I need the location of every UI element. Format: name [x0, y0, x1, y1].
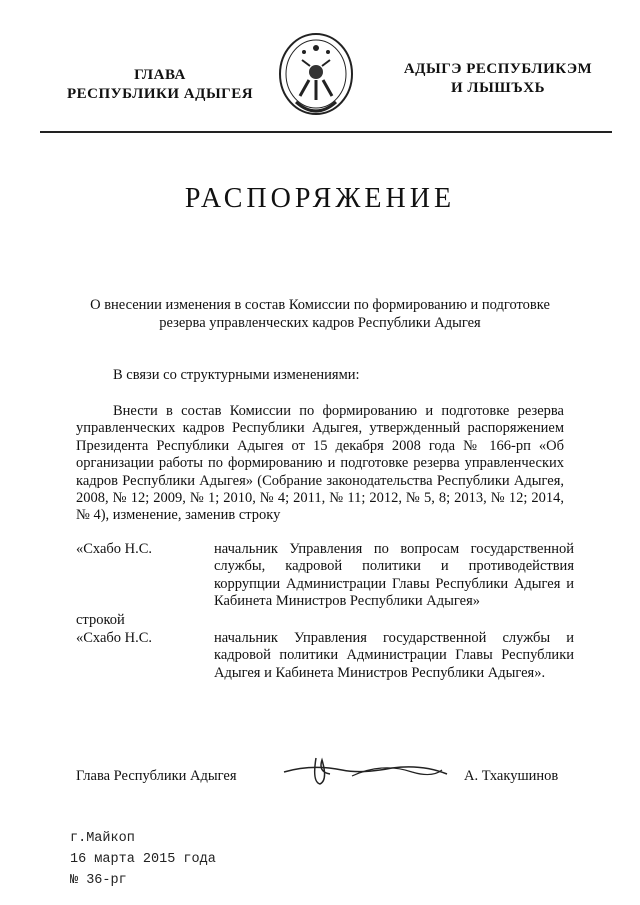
body-paragraph: Внести в состав Комиссии по формированию и подготовке резерва управленческих кадров Республики Адыгея, утвержденный распоряжением Президента Республики Адыгея от 15 декабря 2008 года № 166-рп «Об организации работы по формированию и подготовке резерва управленческих кадров Республики Адыгея» (Собрание законодательства Республики Адыгея, 2008, № 12; 2009, № 1; 2010, № 4; 2011, № 11; 2012, № 5, 8; 2013, № 12; 2014, № 4), изменение, заменив строку	[76, 403, 564, 524]
new-entry-position: начальник Управления государственной службы и кадровой политики Администрации Главы Республики Адыгея и Кабинета Министров Республики Адыгея».	[214, 630, 574, 681]
old-entry-position: начальник Управления по вопросам государственной службы, кадровой политики и противодействия коррупции Администрации Главы Республики Адыгея и Кабинета Министров Республики Адыгея»	[214, 541, 574, 610]
header-right-line2: И ЛЫШЪХЬ	[450, 80, 546, 96]
footer-city: г.Майкоп	[70, 831, 135, 846]
document-title: РАСПОРЯЖЕНИЕ	[184, 183, 456, 214]
header-right	[378, 60, 618, 98]
new-entry-name: «Схабо Н.С.	[76, 630, 153, 646]
header-left	[40, 66, 280, 104]
handwritten-signature	[282, 752, 452, 788]
old-entry	[76, 541, 574, 613]
signature-title: Глава Республики Адыгея	[76, 768, 237, 784]
coat-of-arms-icon	[276, 30, 356, 122]
footer-block	[70, 828, 216, 891]
document-subject	[40, 296, 600, 332]
header-divider	[40, 131, 612, 133]
footer-number: № 36-рг	[70, 873, 127, 888]
intro-paragraph: В связи со структурными изменениями:	[113, 367, 360, 383]
subject-line1: О внесении изменения в состав Комиссии по формированию и подготовке	[90, 297, 550, 313]
footer-date: 16 марта 2015 года	[70, 852, 216, 867]
header-left-line1: ГЛАВА	[134, 67, 186, 83]
header-left-line2: РЕСПУБЛИКИ АДЫГЕЯ	[66, 86, 254, 102]
new-entry	[76, 630, 574, 702]
subject-line2: резерва управленческих кадров Республики Адыгея	[159, 315, 481, 331]
old-entry-name: «Схабо Н.С.	[76, 541, 153, 557]
header-right-line1: АДЫГЭ РЕСПУБЛИКЭМ	[403, 61, 593, 77]
signature-name: А. Тхакушинов	[464, 768, 559, 784]
connector-text: строкой	[76, 612, 125, 628]
